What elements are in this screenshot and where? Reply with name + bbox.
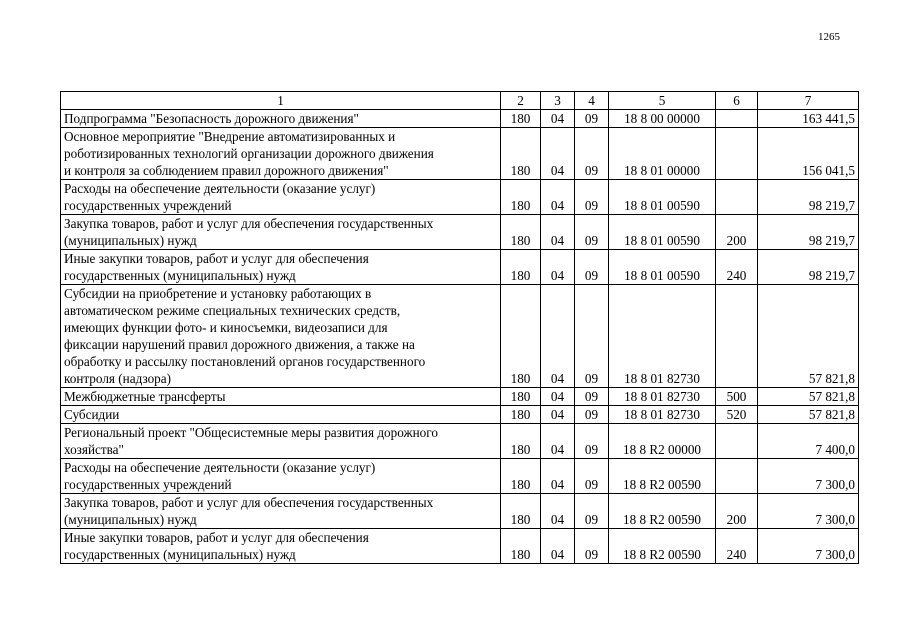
column-header-7: 7 [758, 92, 859, 110]
target-article-code: 18 8 00 00000 [609, 110, 716, 128]
row-name: Основное мероприятие "Внедрение автоматизированных и роботизированных технологий организации дорожного движения и контроля за соблюдением правил дорожного движения" [61, 128, 501, 180]
expense-type-code [716, 110, 758, 128]
section-code: 04 [541, 250, 575, 285]
ministry-code: 180 [501, 110, 541, 128]
amount: 98 219,7 [758, 180, 859, 215]
subsection-code: 09 [575, 529, 609, 564]
expense-type-code [716, 128, 758, 180]
ministry-code: 180 [501, 180, 541, 215]
table-row [61, 529, 859, 564]
expense-type-code: 500 [716, 388, 758, 406]
subsection-code: 09 [575, 406, 609, 424]
row-name: Расходы на обеспечение деятельности (оказание услуг) государственных учреждений [61, 180, 501, 215]
section-code: 04 [541, 494, 575, 529]
expense-type-code: 240 [716, 529, 758, 564]
table-row [61, 128, 859, 180]
expense-type-code: 200 [716, 215, 758, 250]
amount: 98 219,7 [758, 215, 859, 250]
row-name: Иные закупки товаров, работ и услуг для обеспечения государственных (муниципальных) нужд [61, 250, 501, 285]
page-number: 1265 [818, 31, 840, 43]
target-article-code: 18 8 01 82730 [609, 285, 716, 388]
row-name: Закупка товаров, работ и услуг для обеспечения государственных (муниципальных) нужд [61, 215, 501, 250]
column-header-3: 3 [541, 92, 575, 110]
amount: 98 219,7 [758, 250, 859, 285]
subsection-code: 09 [575, 459, 609, 494]
row-name: Подпрограмма "Безопасность дорожного движения" [61, 110, 501, 128]
ministry-code: 180 [501, 215, 541, 250]
amount: 57 821,8 [758, 285, 859, 388]
ministry-code: 180 [501, 388, 541, 406]
target-article-code: 18 8 01 00590 [609, 180, 716, 215]
subsection-code: 09 [575, 494, 609, 529]
row-name: Субсидии на приобретение и установку работающих в автоматическом режиме специальных технических средств, имеющих функции фото- и киносъемки, видеозаписи для фиксации нарушений правил дорожного движения, а также на обработку и рассылку постановлений органов государственного контроля (надзора) [61, 285, 501, 388]
column-header-1: 1 [61, 92, 501, 110]
ministry-code: 180 [501, 459, 541, 494]
row-name: Субсидии [61, 406, 501, 424]
table-row [61, 250, 859, 285]
expense-type-code [716, 285, 758, 388]
amount: 7 400,0 [758, 424, 859, 459]
amount: 57 821,8 [758, 406, 859, 424]
ministry-code: 180 [501, 128, 541, 180]
ministry-code: 180 [501, 406, 541, 424]
section-code: 04 [541, 110, 575, 128]
section-code: 04 [541, 406, 575, 424]
subsection-code: 09 [575, 180, 609, 215]
amount: 7 300,0 [758, 494, 859, 529]
column-header-6: 6 [716, 92, 758, 110]
column-header-5: 5 [609, 92, 716, 110]
subsection-code: 09 [575, 110, 609, 128]
section-code: 04 [541, 128, 575, 180]
table-row [61, 494, 859, 529]
column-header-4: 4 [575, 92, 609, 110]
header-row [61, 92, 859, 110]
target-article-code: 18 8 01 82730 [609, 406, 716, 424]
amount: 7 300,0 [758, 529, 859, 564]
section-code: 04 [541, 215, 575, 250]
target-article-code: 18 8 R2 00000 [609, 424, 716, 459]
target-article-code: 18 8 01 00000 [609, 128, 716, 180]
table-body [61, 110, 859, 564]
expense-type-code: 240 [716, 250, 758, 285]
table-row [61, 459, 859, 494]
subsection-code: 09 [575, 285, 609, 388]
ministry-code: 180 [501, 285, 541, 388]
ministry-code: 180 [501, 494, 541, 529]
amount: 57 821,8 [758, 388, 859, 406]
row-name: Межбюджетные трансферты [61, 388, 501, 406]
target-article-code: 18 8 R2 00590 [609, 494, 716, 529]
target-article-code: 18 8 01 82730 [609, 388, 716, 406]
row-name: Региональный проект "Общесистемные меры развития дорожного хозяйства" [61, 424, 501, 459]
amount: 163 441,5 [758, 110, 859, 128]
expense-type-code: 520 [716, 406, 758, 424]
target-article-code: 18 8 R2 00590 [609, 459, 716, 494]
row-name: Закупка товаров, работ и услуг для обеспечения государственных (муниципальных) нужд [61, 494, 501, 529]
section-code: 04 [541, 285, 575, 388]
section-code: 04 [541, 459, 575, 494]
target-article-code: 18 8 R2 00590 [609, 529, 716, 564]
target-article-code: 18 8 01 00590 [609, 250, 716, 285]
section-code: 04 [541, 180, 575, 215]
section-code: 04 [541, 388, 575, 406]
subsection-code: 09 [575, 424, 609, 459]
table-row [61, 180, 859, 215]
column-header-2: 2 [501, 92, 541, 110]
subsection-code: 09 [575, 215, 609, 250]
expense-type-code [716, 459, 758, 494]
ministry-code: 180 [501, 250, 541, 285]
expense-type-code [716, 424, 758, 459]
subsection-code: 09 [575, 128, 609, 180]
section-code: 04 [541, 424, 575, 459]
table-row [61, 110, 859, 128]
table-header [61, 92, 859, 110]
expense-type-code [716, 180, 758, 215]
budget-table [60, 91, 859, 564]
ministry-code: 180 [501, 529, 541, 564]
expense-type-code: 200 [716, 494, 758, 529]
amount: 156 041,5 [758, 128, 859, 180]
table-row [61, 388, 859, 406]
amount: 7 300,0 [758, 459, 859, 494]
section-code: 04 [541, 529, 575, 564]
ministry-code: 180 [501, 424, 541, 459]
row-name: Расходы на обеспечение деятельности (оказание услуг) государственных учреждений [61, 459, 501, 494]
table-row [61, 424, 859, 459]
table-row [61, 406, 859, 424]
row-name: Иные закупки товаров, работ и услуг для обеспечения государственных (муниципальных) нужд [61, 529, 501, 564]
target-article-code: 18 8 01 00590 [609, 215, 716, 250]
table-row [61, 215, 859, 250]
subsection-code: 09 [575, 250, 609, 285]
subsection-code: 09 [575, 388, 609, 406]
table-row [61, 285, 859, 388]
